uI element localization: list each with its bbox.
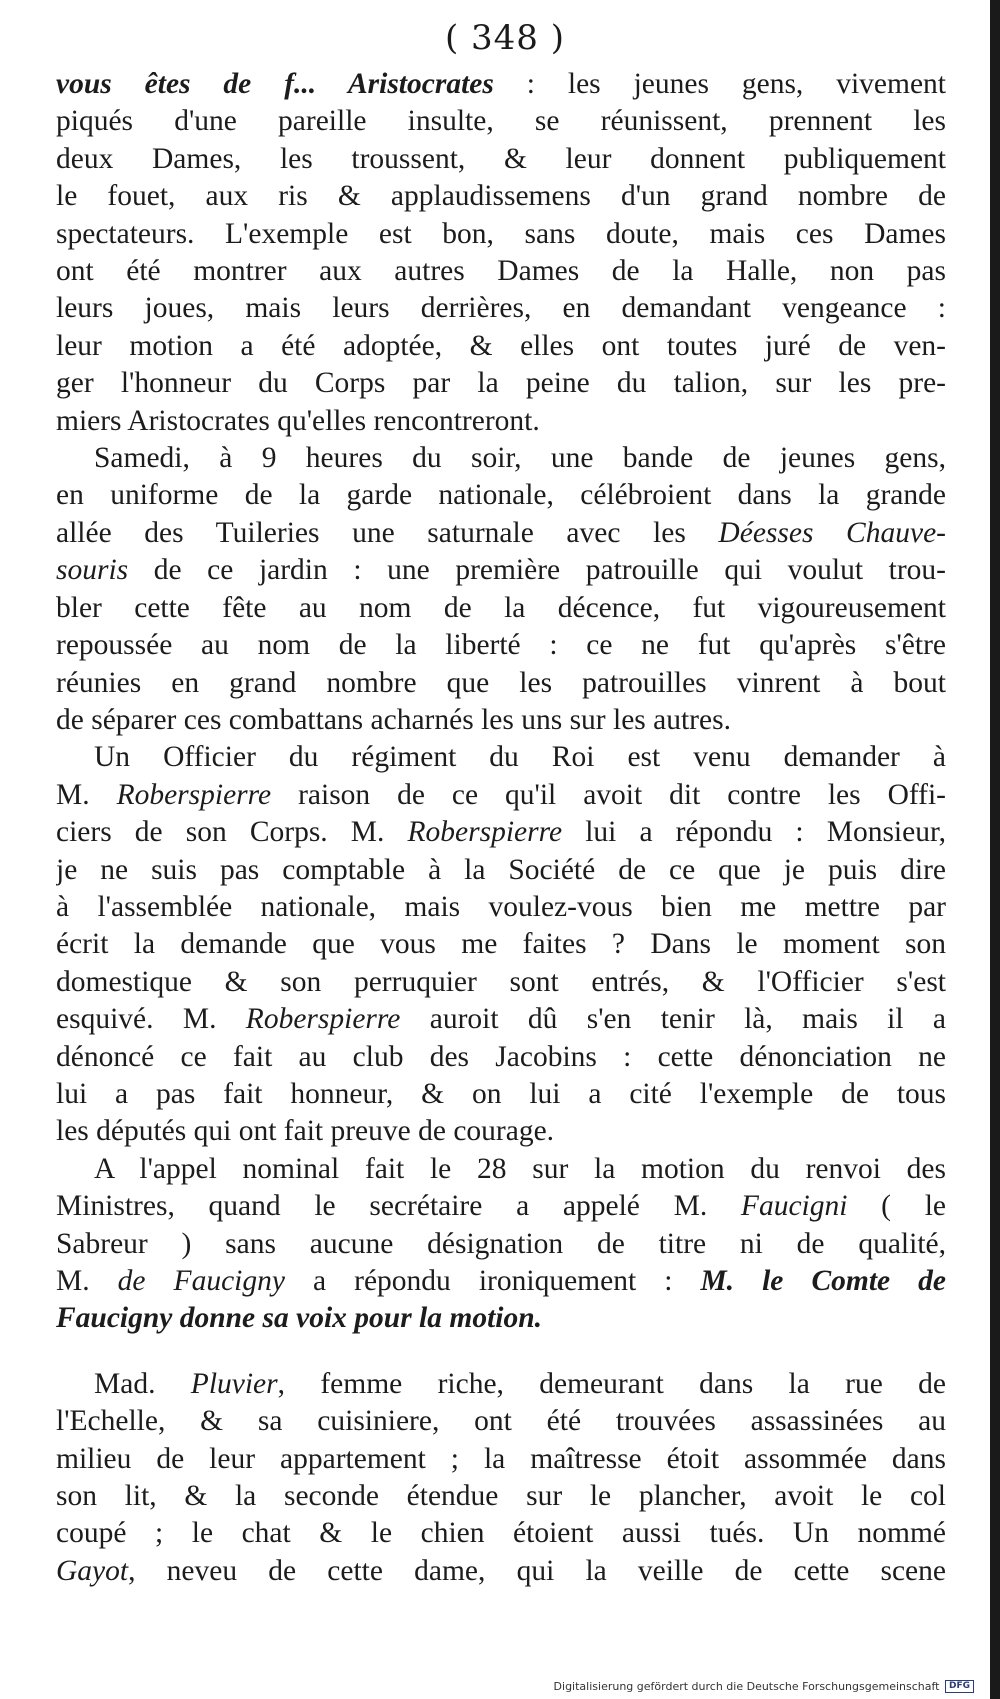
text-line-26: esquivé. M. Roberspierre auroit dû s'en tenir là, mais il a — [56, 1003, 946, 1036]
text-line-31: Ministres, quand le secrétaire a appelé M. Faucigni ( le — [56, 1190, 946, 1223]
text-line-40: Gayot, neveu de cette dame, qui la veille de cette scene — [56, 1554, 946, 1587]
text-line-5: spectateurs. L'exemple est bon, sans doute, mais ces Dames — [56, 217, 946, 250]
text-line-30: A l'appel nominal fait le 28 sur la motion du renvoi des — [94, 1152, 946, 1185]
text-line-3: deux Dames, les troussent, & leur donnent publiquement — [56, 142, 946, 175]
text-line-34: Faucigny donne sa voix pour la motion. — [56, 1302, 543, 1335]
paragraph-gap — [56, 1338, 946, 1366]
text-line-1: vous êtes de f... Aristocrates : les jeunes gens, vivement — [56, 68, 946, 100]
text-line-25: domestique & son perruquier sont entrés, & l'Officier s'est — [56, 965, 946, 998]
text-line-14: souris de ce jardin : une première patrouille qui voulut trou- — [56, 554, 946, 587]
text-line-9: ger l'honneur du Corps par la peine du talion, sur les pre- — [56, 367, 946, 400]
footer-text: Digitalisierung gefördert durch die Deutsche Forschungsgemeinschaft — [553, 1679, 940, 1693]
text-line-17: réunies en grand nombre que les patrouilles vinrent à bout — [56, 666, 946, 699]
text-line-18: de séparer ces combattans acharnés les uns sur les autres. — [56, 703, 731, 736]
text-line-23: à l'assemblée nationale, mais voulez-vous bien me mettre par — [56, 890, 946, 923]
text-line-28: lui a pas fait honneur, & on lui a cité l'exemple de tous — [56, 1077, 946, 1110]
text-line-15: bler cette fête au nom de la décence, fut vigoureusement — [56, 591, 946, 624]
text-line-36: l'Echelle, & sa cuisiniere, ont été trouvées assassinées au — [56, 1405, 946, 1438]
scan-edge-shadow — [990, 0, 1000, 1699]
text-line-12: en uniforme de la garde nationale, célébroient dans la grande — [56, 479, 946, 512]
text-line-38: son lit, & la seconde étendue sur le plancher, avoit le col — [56, 1480, 946, 1513]
text-line-22: je ne suis pas comptable à la Société de ce que je puis dire — [56, 853, 946, 886]
text-line-6: ont été montrer aux autres Dames de la Halle, non pas — [56, 255, 946, 288]
text-line-39: coupé ; le chat & le chien étoient aussi tués. Un nommé — [56, 1517, 946, 1550]
dfg-logo: DFG — [945, 1680, 974, 1693]
text-line-8: leur motion a été adoptée, & elles ont toutes juré de ven- — [56, 329, 946, 362]
text-line-24: écrit la demande que vous me faites ? Dans le moment son — [56, 928, 946, 961]
text-line-27: dénoncé ce fait au club des Jacobins : cette dénonciation ne — [56, 1040, 946, 1073]
text-line-11: Samedi, à 9 heures du soir, une bande de jeunes gens, — [94, 442, 946, 475]
text-line-16: repoussée au nom de la liberté : ce ne fut qu'après s'être — [56, 629, 946, 662]
text-line-19: Un Officier du régiment du Roi est venu demander à — [94, 741, 946, 774]
text-line-21: ciers de son Corps. M. Roberspierre lui a répondu : Monsieur, — [56, 816, 946, 849]
page-number: ( 348 ) — [444, 18, 566, 58]
text-line-29: les députés qui ont fait preuve de courage. — [56, 1115, 555, 1148]
text-line-7: leurs joues, mais leurs derrières, en demandant vengeance : — [56, 292, 946, 325]
digitization-footer — [554, 1680, 974, 1694]
text-line-35: Mad. Pluvier, femme riche, demeurant dans la rue de — [94, 1367, 946, 1400]
text-line-20: M. Roberspierre raison de ce qu'il avoit dit contre les Offi- — [56, 778, 946, 811]
text-line-4: le fouet, aux ris & applaudissemens d'un grand nombre de — [56, 180, 946, 213]
text-line-2: piqués d'une pareille insulte, se réunissent, prennent les — [56, 105, 946, 138]
text-line-32: Sabreur ) sans aucune désignation de titre ni de qualité, — [56, 1227, 946, 1260]
text-line-10: miers Aristocrates qu'elles rencontreront. — [56, 404, 540, 437]
text-line-13: allée des Tuileries une saturnale avec les Déesses Chauve- — [56, 516, 946, 549]
body-text — [56, 66, 946, 1590]
text-line-37: milieu de leur appartement ; la maîtresse étoit assommée dans — [56, 1442, 946, 1475]
text-line-33: M. de Faucigny a répondu ironiquement : M. le Comte de — [56, 1265, 946, 1297]
